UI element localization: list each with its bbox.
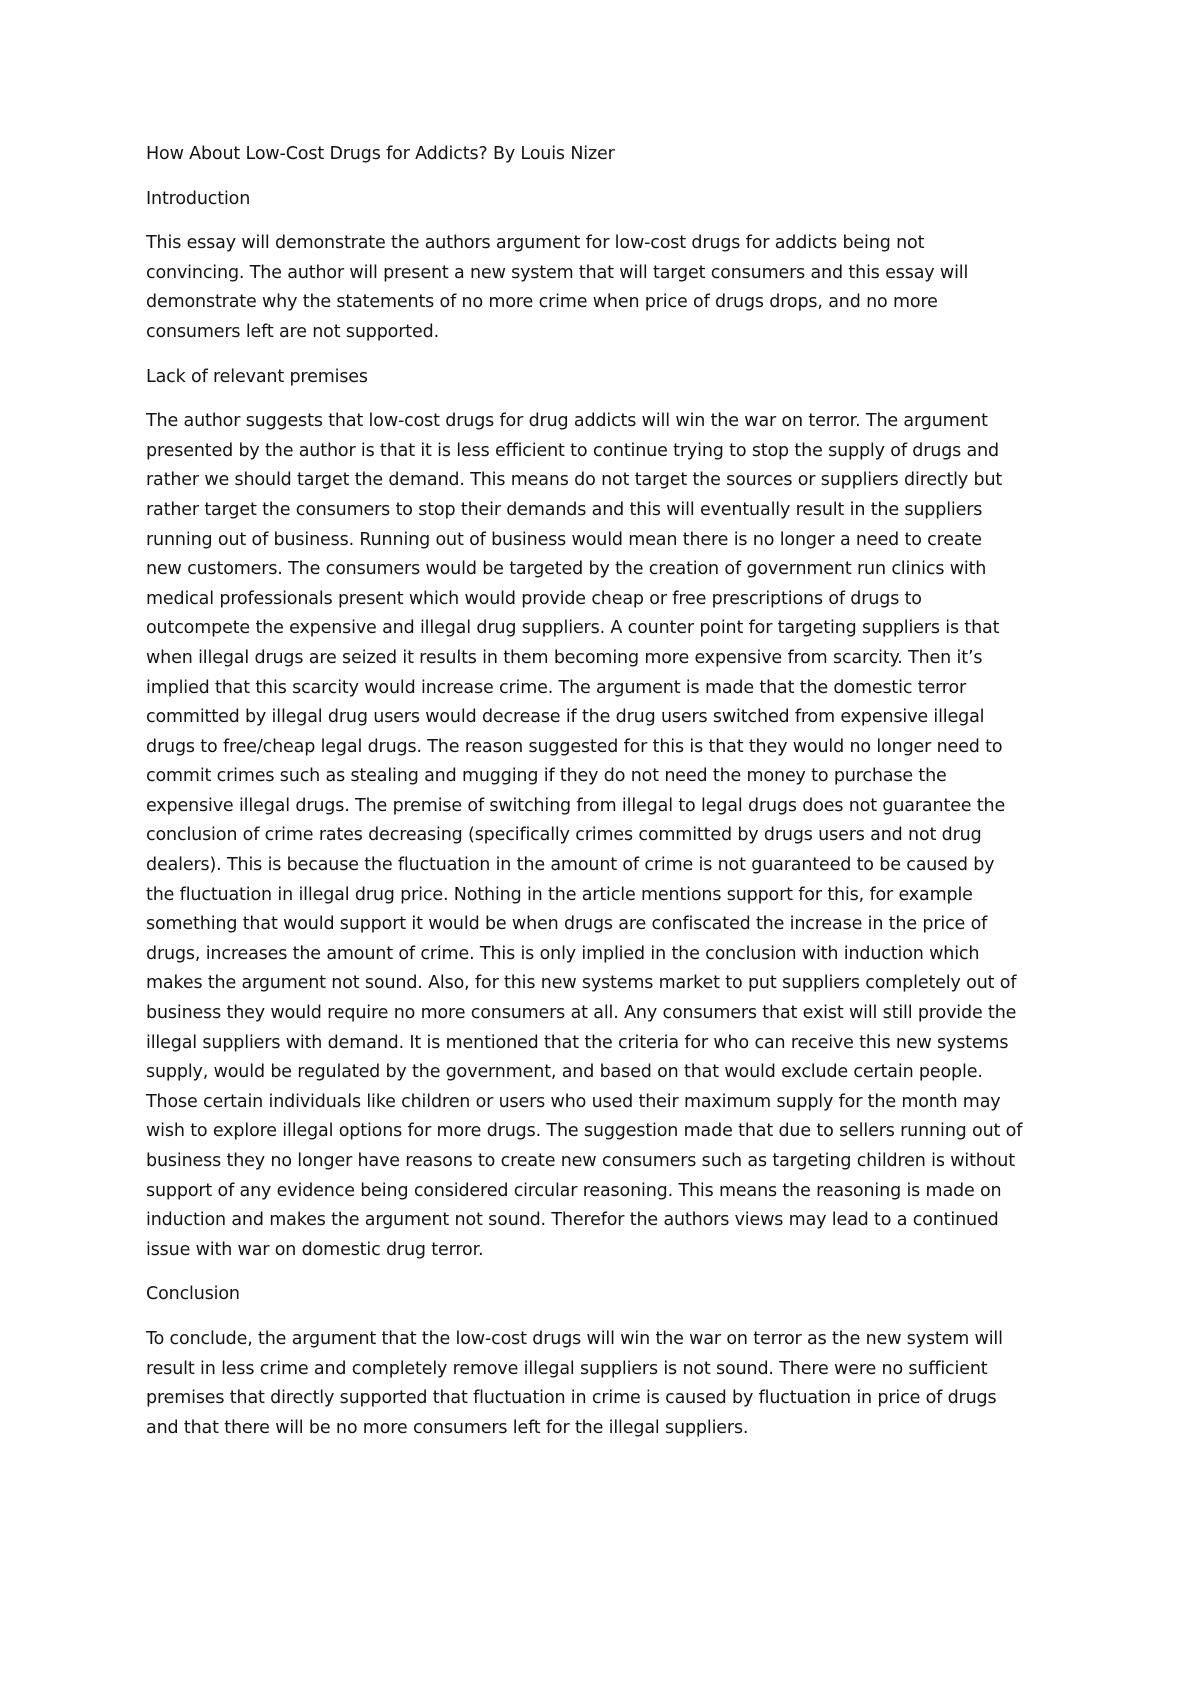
section-paragraph bbox=[146, 1325, 1086, 1443]
section-heading: Lack of relevant premises bbox=[146, 366, 368, 387]
document-body bbox=[146, 140, 1086, 1458]
paragraph-line: the fluctuation in illegal drug price. Nothing in the article mentions support for this, for example bbox=[146, 884, 973, 905]
paragraph-line: Those certain individuals like children or users who used their maximum supply for the month may bbox=[146, 1091, 1001, 1112]
paragraph-line: new customers. The consumers would be targeted by the creation of government run clinics with bbox=[146, 559, 987, 580]
paragraph-line: outcompete the expensive and illegal drug suppliers. A counter point for targeting suppliers is that bbox=[146, 618, 1000, 639]
paragraph-line: rather target the consumers to stop their demands and this will eventually result in the suppliers bbox=[146, 499, 983, 520]
paragraph-line: drugs to free/cheap legal drugs. The reason suggested for this is that they would no longer need to bbox=[146, 736, 1003, 757]
paragraph-line: and that there will be no more consumers left for the illegal suppliers. bbox=[146, 1417, 749, 1438]
paragraph-line: business they no longer have reasons to create new consumers such as targeting children is without bbox=[146, 1151, 1015, 1171]
paragraph-line: wish to explore illegal options for more drugs. The suggestion made that due to sellers running out of bbox=[146, 1121, 1023, 1142]
document-title: How About Low-Cost Drugs for Addicts? By Louis Nizer bbox=[146, 144, 615, 164]
paragraph-line: The author suggests that low-cost drugs for drug addicts will win the war on terror. The argument bbox=[146, 411, 988, 432]
section-heading: Introduction bbox=[146, 188, 251, 209]
paragraph-line: something that would support it would be when drugs are confiscated the increase in the price of bbox=[146, 914, 988, 935]
paragraph-line: dealers). This is because the fluctuation in the amount of crime is not guaranteed to be caused by bbox=[146, 855, 995, 876]
paragraph-line: committed by illegal drug users would decrease if the drug users switched from expensive illegal bbox=[146, 707, 985, 728]
paragraph-line: rather we should target the demand. This means do not target the sources or suppliers directly but bbox=[146, 470, 1003, 491]
paragraph-line: premises that directly supported that fluctuation in crime is caused by fluctuation in price of drugs bbox=[146, 1388, 997, 1409]
paragraph-line: drugs, increases the amount of crime. This is only implied in the conclusion with induction which bbox=[146, 943, 980, 964]
paragraph-line: presented by the author is that it is less efficient to continue trying to stop the supply of drugs and bbox=[146, 440, 1000, 461]
paragraph-line: running out of business. Running out of business would mean there is no longer a need to create bbox=[146, 529, 982, 550]
paragraph-line: supply, would be regulated by the government, and based on that would exclude certain people. bbox=[146, 1062, 983, 1083]
paragraph-line: expensive illegal drugs. The premise of switching from illegal to legal drugs does not guarantee the bbox=[146, 795, 1006, 816]
paragraph-line: support of any evidence being considered circular reasoning. This means the reasoning is made on bbox=[146, 1180, 1002, 1201]
paragraph-line: when illegal drugs are seized it results in them becoming more expensive from scarcity. Then it’s bbox=[146, 647, 983, 668]
section-heading: Conclusion bbox=[146, 1284, 240, 1305]
paragraph-line: demonstrate why the statements of no more crime when price of drugs drops, and no more bbox=[146, 292, 938, 313]
paragraph-line: result in less crime and completely remove illegal suppliers is not sound. There were no sufficient bbox=[146, 1358, 988, 1379]
paragraph-line: induction and makes the argument not sound. Therefor the authors views may lead to a continued bbox=[146, 1210, 999, 1231]
paragraph-line: issue with war on domestic drug terror. bbox=[146, 1239, 484, 1260]
paragraph-line: convincing. The author will present a new system that will target consumers and this essay will bbox=[146, 262, 969, 283]
paragraph-line: business they would require no more consumers at all. Any consumers that exist will still provide the bbox=[146, 1003, 1017, 1024]
paragraph-line: conclusion of crime rates decreasing (specifically crimes committed by drugs users and not drug bbox=[146, 825, 982, 846]
paragraph-line: commit crimes such as stealing and mugging if they do not need the money to purchase the bbox=[146, 766, 947, 787]
section-paragraph bbox=[146, 229, 1086, 347]
section-paragraph bbox=[146, 407, 1086, 1265]
paragraph-line: illegal suppliers with demand. It is mentioned that the criteria for who can receive this new systems bbox=[146, 1032, 1009, 1053]
paragraph-line: This essay will demonstrate the authors argument for low-cost drugs for addicts being not bbox=[146, 233, 925, 254]
paragraph-line: implied that this scarcity would increase crime. The argument is made that the domestic terror bbox=[146, 677, 967, 698]
paragraph-line: consumers left are not supported. bbox=[146, 321, 439, 342]
paragraph-line: makes the argument not sound. Also, for this new systems market to put suppliers completely out of bbox=[146, 973, 1017, 994]
paragraph-line: medical professionals present which would provide cheap or free prescriptions of drugs to bbox=[146, 588, 922, 609]
paragraph-line: To conclude, the argument that the low-cost drugs will win the war on terror as the new system will bbox=[146, 1328, 1003, 1349]
